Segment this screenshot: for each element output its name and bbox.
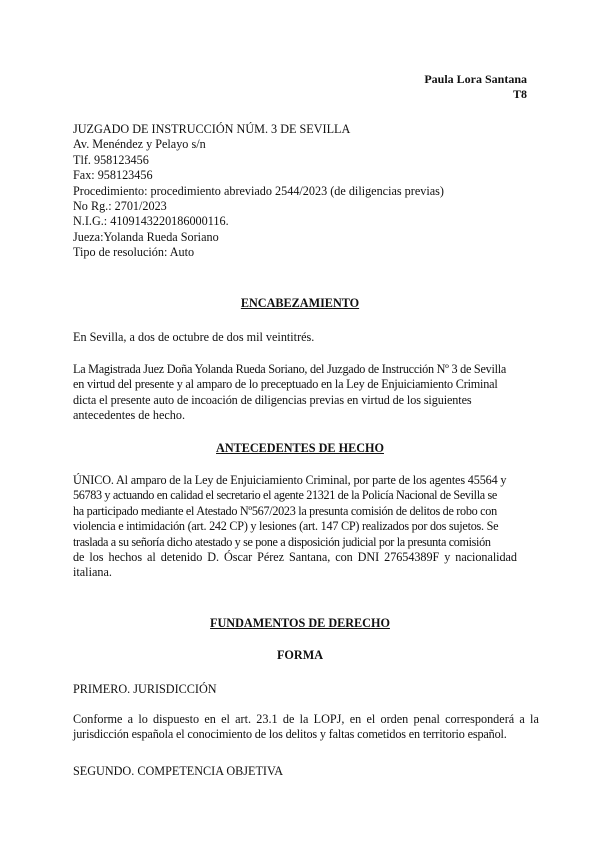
court-resolution-type: Tipo de resolución: Auto [73, 245, 195, 260]
unico-paragraph [73, 473, 527, 581]
author-name: Paula Lora Santana [424, 72, 527, 86]
primero-paragraph [73, 712, 539, 743]
intro-line: en virtud del presente y al amparo de lo preceptuado en la Ley de Enjuiciamiento Criminal [73, 377, 498, 392]
primero-heading [73, 682, 527, 697]
author-header [424, 72, 527, 102]
court-phone: Tlf. 958123456 [73, 152, 149, 167]
unico-line: traslada a su señoría dicho atestado y se pone a disposición judicial por la presunta comisión [73, 534, 491, 549]
court-judge: Jueza:Yolanda Rueda Soriano [73, 229, 219, 244]
primero-line: jurisdicción española el conocimiento de los delitos y faltas cometidos en territorio español. [73, 727, 507, 742]
unico-line: italiana. [73, 565, 112, 580]
court-fax: Fax: 958123456 [73, 168, 153, 183]
intro-line: La Magistrada Juez Doña Yolanda Rueda Soriano, del Juzgado de Instrucción Nº 3 de Sevilla [73, 362, 507, 376]
segundo-title: SEGUNDO. COMPETENCIA OBJETIVA [73, 764, 284, 778]
court-address: Av. Menéndez y Pelayo s/n [73, 137, 206, 152]
unico-line: violencia e intimidación (art. 242 CP) y lesiones (art. 147 CP) realizados por dos sujetos. Se [73, 519, 499, 534]
primero-title: PRIMERO. JURISDICCIÓN [73, 682, 217, 696]
author-code: T8 [512, 87, 527, 101]
court-procedure: Procedimiento: procedimiento abreviado 2544/2023 (de diligencias previas) [73, 183, 444, 198]
primero-line: Conforme a lo dispuesto en el art. 23.1 de la LOPJ, en el orden penal corresponderá a la [73, 712, 539, 726]
unico-line: 56783 y actuando en calidad el secretario el agente 21321 de la Policía Nacional de Sevilla se [73, 488, 497, 503]
court-info-block [73, 122, 533, 261]
segundo-heading [73, 764, 527, 779]
heading-forma: FORMA [276, 648, 324, 662]
court-registry-number: No Rg.: 2701/2023 [73, 199, 167, 214]
intro-line: dicta el presente auto de incoación de diligencias previas en virtud de los siguientes [73, 392, 472, 407]
heading-fundamentos: FUNDAMENTOS DE DERECHO [210, 616, 390, 630]
intro-paragraph [73, 362, 527, 424]
heading-encabezamiento: ENCABEZAMIENTO [240, 296, 360, 310]
heading-antecedentes: ANTECEDENTES DE HECHO [216, 441, 384, 455]
court-nig: N.I.G.: 4109143220186000116. [73, 214, 229, 229]
intro-line: antecedentes de hecho. [73, 408, 185, 423]
unico-line: ÚNICO. Al amparo de la Ley de Enjuiciamiento Criminal, por parte de los agentes 45564 y [73, 473, 507, 487]
unico-line: ha participado mediante el Atestado Nº567/2023 la presunta comisión de delitos de robo con [73, 503, 497, 518]
unico-line: de los hechos al detenido D. Óscar Pérez Santana, con DNI 27654389F y nacionalidad [73, 550, 517, 565]
date-text: En Sevilla, a dos de octubre de dos mil veintitrés. [73, 330, 315, 344]
date-line [73, 330, 527, 345]
court-name: JUZGADO DE INSTRUCCIÓN NÚM. 3 DE SEVILLA [73, 122, 351, 136]
